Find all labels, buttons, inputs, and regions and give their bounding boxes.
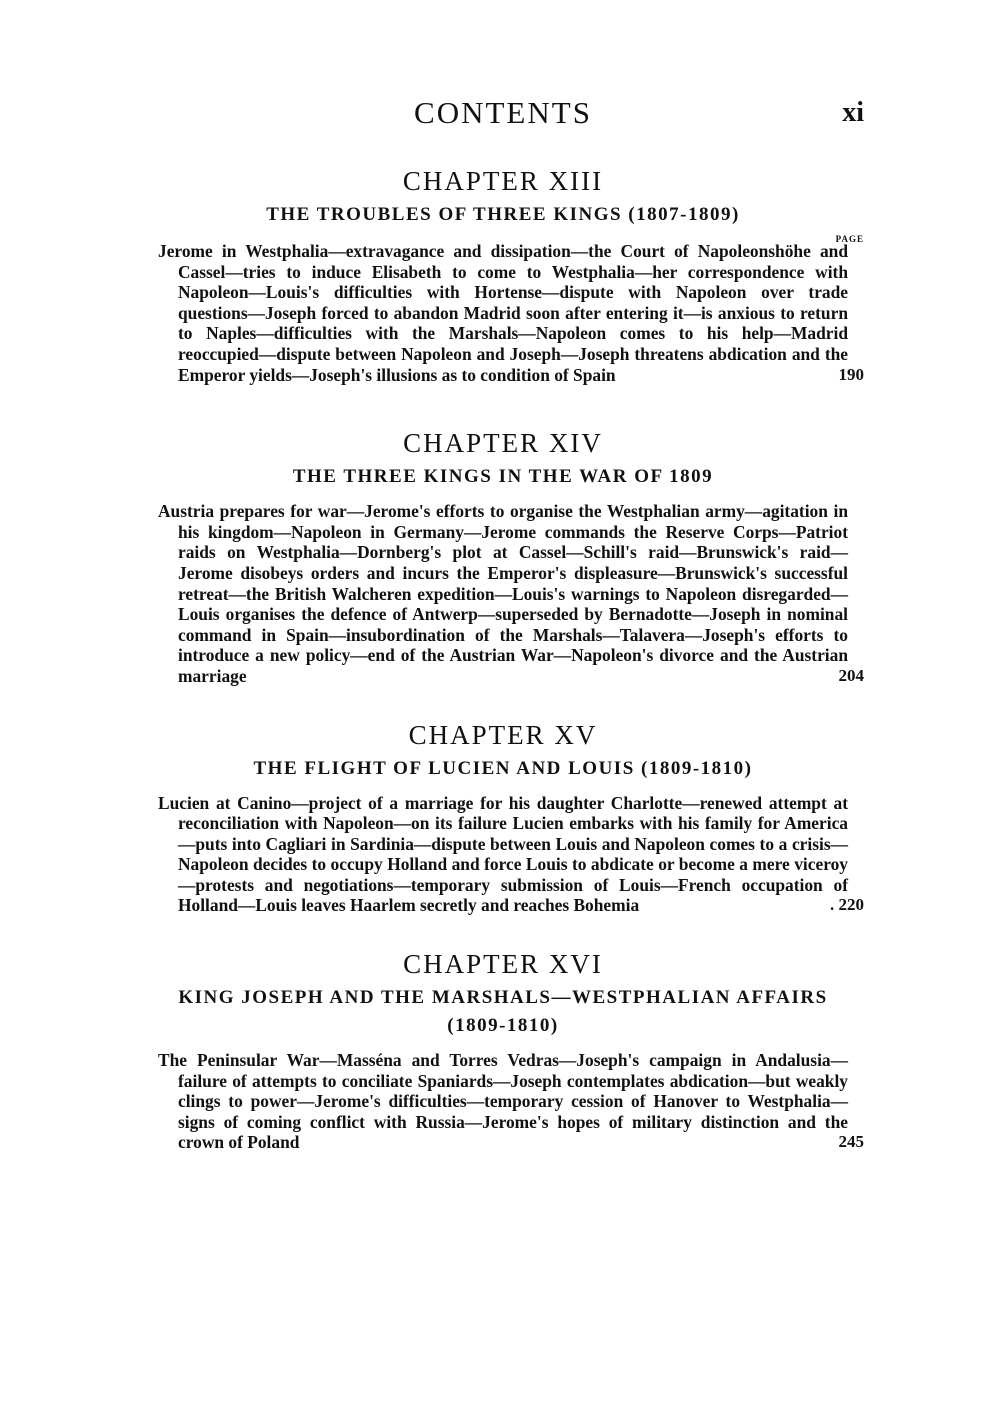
chapter-entry bbox=[158, 163, 864, 385]
chapter-title: THE FLIGHT OF LUCIEN AND LOUIS (1809-1810) bbox=[253, 757, 753, 779]
contents-page bbox=[158, 95, 864, 1153]
chapter-entry bbox=[158, 946, 864, 1153]
chapter-summary: The Peninsular War—Masséna and Torres Vedras—Joseph's campaign in Andalusia—failure of attempts to conciliate Spaniards—Joseph contemplates abdication—but weakly clings to power—Jerome's difficulties—temporary cession of Hanover to Westphalia—signs of coming conflict with Russia—Jerome's hopes of military distinction and the crown of Poland bbox=[158, 1050, 848, 1153]
chapter-title: KING JOSEPH AND THE MARSHALS—WESTPHALIAN AFFAIRS (1809-1810) bbox=[178, 987, 828, 1037]
chapter-summary: Austria prepares for war—Jerome's efforts to organise the Westphalian army—agitation in his kingdom—Napoleon in Germany—Jerome commands the Reserve Corps—Patriot raids on Westphalia—Dornberg's plot at Cassel—Schill's raid—Brunswick's raid—Jerome disobeys orders and incurs the Emperor's displeasure—Brunswick's successful retreat—the British Walcheren expedition—Louis's warnings to Napoleon disregarded—Louis organises the defence of Antwerp—superseded by Bernadotte—Joseph in nominal command in Spain—insubordination of the Marshals—Talavera—Joseph's efforts to introduce a new policy—end of the Austrian War—Napoleon's divorce and the Austrian marriage bbox=[158, 501, 848, 686]
folio-number: xi bbox=[842, 97, 864, 128]
chapter-summary: Jerome in Westphalia—extravagance and dissipation—the Court of Napoleonshöhe and Cassel—tries to induce Elisabeth to come to Westphalia—her correspondence with Napoleon—Louis's difficulties with Hortense—dispute with Napoleon over trade questions—Joseph forced to abandon Madrid soon after entering it—is anxious to return to Naples—difficulties with the Marshals—Napoleon comes to his help—Madrid reoccupied—dispute between Napoleon and Joseph—Joseph threatens abdication and the Emperor yields—Joseph's illusions as to condition of Spain bbox=[158, 241, 848, 385]
chapter-page-number: 190 bbox=[838, 364, 864, 384]
chapter-number: CHAPTER XIII bbox=[402, 166, 604, 196]
page-column-label: PAGE bbox=[835, 234, 864, 244]
chapter-summary: Lucien at Canino—project of a marriage for his daughter Charlotte—renewed attempt at reconciliation with Napoleon—on its failure Lucien embarks with his family for America—puts into Cagliari in Sardinia—dispute between Louis and Napoleon comes to a crisis—Napoleon decides to occupy Holland and force Louis to abdicate or become a mere viceroy—protests and negotiations—temporary submission of Louis—French occupation of Holland—Louis leaves Haarlem secretly and reaches Bohemia bbox=[158, 792, 848, 916]
chapter-page-number: 245 bbox=[838, 1132, 864, 1152]
chapter-entry bbox=[158, 717, 864, 917]
running-head bbox=[158, 95, 864, 145]
chapter-title: THE THREE KINGS IN THE WAR OF 1809 bbox=[292, 466, 714, 488]
chapter-number: CHAPTER XIV bbox=[403, 428, 603, 459]
chapter-number: CHAPTER XV bbox=[408, 719, 598, 750]
chapter-summary-row bbox=[158, 241, 864, 385]
chapter-page-number: 204 bbox=[838, 665, 864, 685]
chapter-title: THE TROUBLES OF THREE KINGS (1807-1809) bbox=[266, 204, 740, 225]
chapter-number: CHAPTER XVI bbox=[403, 949, 603, 980]
page-column-label-row bbox=[158, 229, 864, 244]
page-title: CONTENTS bbox=[414, 95, 592, 130]
chapter-summary-row bbox=[158, 501, 864, 686]
chapter-summary-row bbox=[158, 792, 864, 917]
chapter-summary-row bbox=[158, 1050, 864, 1153]
chapter-entry bbox=[158, 425, 864, 686]
chapter-page-number: . 220 bbox=[830, 895, 864, 915]
